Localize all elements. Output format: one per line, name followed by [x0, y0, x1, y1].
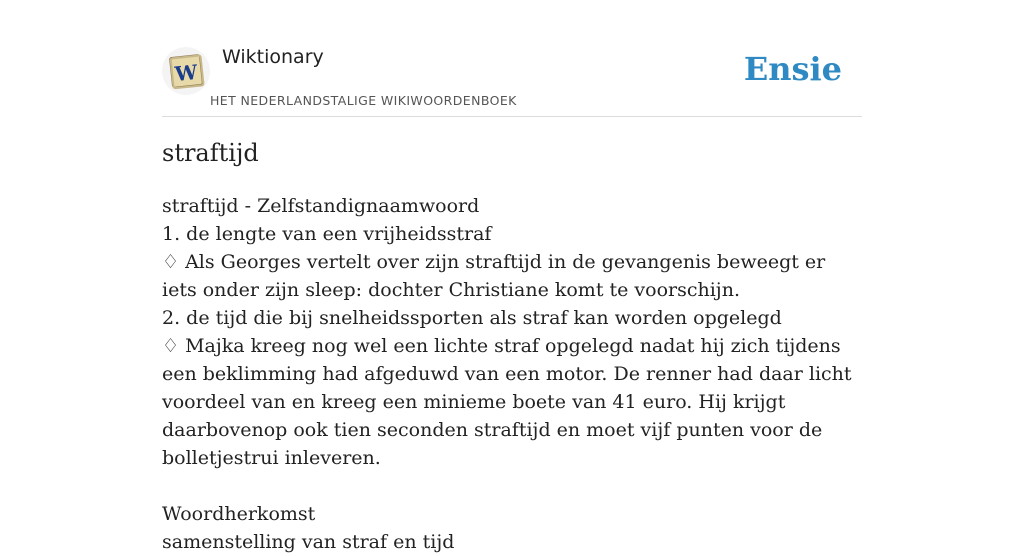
entry-heading: straftijd - Zelfstandignaamwoord	[162, 195, 480, 217]
example-2: ♢ Majka kreeg nog wel een lichte straf opgelegd nadat hij zich tijdens een beklimming had afgeduwd van een motor. De renner had daar licht voordeel van en kreeg een minieme boete van 41 euro. Hij krijgt daarbovenop ook tien seconden straftijd en moet vijf punten voor de bolletjestrui inleveren.	[162, 335, 852, 469]
site-tagline: HET NEDERLANDSTALIGE WIKIWOORDENBOEK	[210, 93, 517, 108]
ensie-brand-link[interactable]: Ensie	[743, 50, 842, 88]
logo-letter: W	[173, 59, 199, 87]
example-1: ♢ Als Georges vertelt over zijn straftijd in de gevangenis beweegt er iets onder zijn sleep: dochter Christiane komt te voorschijn.	[162, 251, 826, 301]
page-title: straftijd	[162, 139, 259, 167]
section-spacer	[162, 472, 862, 500]
site-name[interactable]: Wiktionary	[222, 46, 324, 68]
wiktionary-tile-icon	[162, 47, 210, 95]
site-header	[162, 0, 862, 117]
etymology-heading: Woordherkomst	[162, 503, 316, 525]
etymology-text: samenstelling van straf en tijd	[162, 531, 455, 553]
wiktionary-logo-icon[interactable]	[162, 47, 210, 95]
entry-content	[162, 192, 862, 556]
definition-2: 2. de tijd die bij snelheidssporten als straf kan worden opgelegd	[162, 307, 782, 329]
definition-1: 1. de lengte van een vrijheidsstraf	[162, 223, 492, 245]
